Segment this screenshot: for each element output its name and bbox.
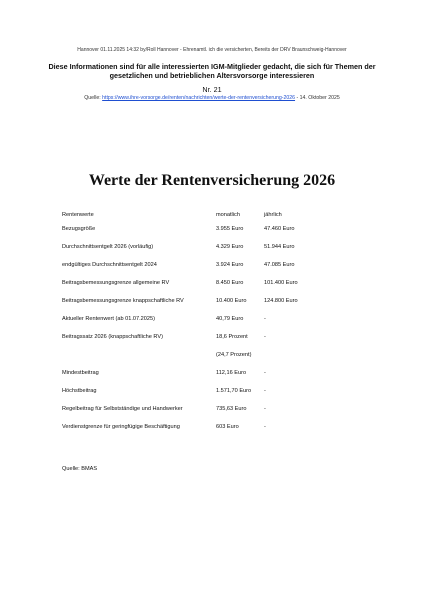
row-yearly: - bbox=[264, 406, 266, 412]
table-header-row bbox=[62, 212, 382, 226]
table-row bbox=[62, 352, 382, 370]
row-monthly: 40,79 Euro bbox=[216, 316, 244, 322]
row-monthly: 3.955 Euro bbox=[216, 226, 244, 232]
row-yearly: 101.400 Euro bbox=[264, 280, 298, 286]
issue-number: Nr. 21 bbox=[202, 85, 222, 94]
table-row bbox=[62, 424, 382, 442]
values-table bbox=[62, 212, 382, 442]
row-yearly: - bbox=[264, 316, 266, 322]
row-yearly: 51.944 Euro bbox=[264, 244, 295, 250]
header-yearly: jährlich bbox=[264, 212, 282, 218]
row-monthly: 18,6 Prozent bbox=[216, 334, 248, 340]
row-monthly: 1.571,70 Euro bbox=[216, 388, 252, 394]
row-yearly: - bbox=[264, 424, 266, 430]
header-monthly: monatlich bbox=[216, 212, 240, 218]
source-link[interactable]: https://www.ihre-vorsorge.de/renten/nachrichten/werte-der-rentenversicherung-2026 bbox=[102, 95, 296, 101]
row-monthly: 735,63 Euro bbox=[216, 406, 247, 412]
row-monthly: 3.924 Euro bbox=[216, 262, 244, 268]
row-yearly: 47.460 Euro bbox=[264, 226, 295, 232]
row-label: Aktueller Rentenwert (ab 01.07.2025) bbox=[62, 316, 155, 322]
table-row bbox=[62, 298, 382, 316]
table-row bbox=[62, 244, 382, 262]
row-yearly: 124.800 Euro bbox=[264, 298, 298, 304]
row-label: Beitragssatz 2026 (knappschaftliche RV) bbox=[62, 334, 163, 340]
document-title: Werte der Rentenversicherung 2026 bbox=[88, 172, 336, 189]
row-yearly: - bbox=[264, 370, 266, 376]
row-label: Mindestbeitrag bbox=[62, 370, 99, 376]
footer-source: Quelle: BMAS bbox=[62, 466, 98, 472]
row-label: Durchschnittsentgelt 2026 (vorläufig) bbox=[62, 244, 154, 250]
table-row bbox=[62, 226, 382, 244]
table-row bbox=[62, 334, 382, 352]
header-source-line bbox=[30, 95, 394, 101]
table-row bbox=[62, 406, 382, 424]
table-row bbox=[62, 262, 382, 280]
row-monthly: 112,16 Euro bbox=[216, 370, 247, 376]
row-monthly: (24,7 Prozent) bbox=[216, 352, 252, 358]
source-prefix: Quelle: bbox=[84, 95, 103, 101]
table-row bbox=[62, 388, 382, 406]
table-row bbox=[62, 316, 382, 334]
row-label: Bezugsgröße bbox=[62, 226, 96, 232]
row-label: Höchstbeitrag bbox=[62, 388, 97, 394]
row-yearly: - bbox=[264, 334, 266, 340]
row-monthly: 10.400 Euro bbox=[216, 298, 247, 304]
row-label: Verdienstgrenze für geringfügige Beschäftigung bbox=[62, 424, 180, 430]
row-label: Beitragsbemessungsgrenze knappschaftliche RV bbox=[62, 298, 184, 304]
row-label: endgültiges Durchschnittsentgelt 2024 bbox=[62, 262, 157, 268]
row-monthly: 603 Euro bbox=[216, 424, 239, 430]
row-label: Beitragsbemessungsgrenze allgemeine RV bbox=[62, 280, 170, 286]
row-yearly: - bbox=[264, 388, 266, 394]
header-meta-line: Hannover 01.11.2025 14:32 by/Roll Hannover - Ehrenamtl. ich die versicherten, Bereits der DRV Braunschweig-Hannover bbox=[77, 47, 347, 53]
row-yearly: 47.085 Euro bbox=[264, 262, 295, 268]
source-date: - 14. Oktober 2025 bbox=[295, 95, 340, 101]
header-notice: Diese Informationen sind für alle interessierten IGM-Mitglieder gedacht, die sich für Themen der gesetzlichen und betrieblichen Altersvorsorge interessieren bbox=[48, 62, 376, 80]
table-row bbox=[62, 280, 382, 298]
row-monthly: 4.329 Euro bbox=[216, 244, 244, 250]
table-row bbox=[62, 370, 382, 388]
row-label: Regelbeitrag für Selbstständige und Handwerker bbox=[62, 406, 183, 412]
header-rentenwerte: Rentenwerte bbox=[62, 212, 94, 218]
row-monthly: 8.450 Euro bbox=[216, 280, 244, 286]
